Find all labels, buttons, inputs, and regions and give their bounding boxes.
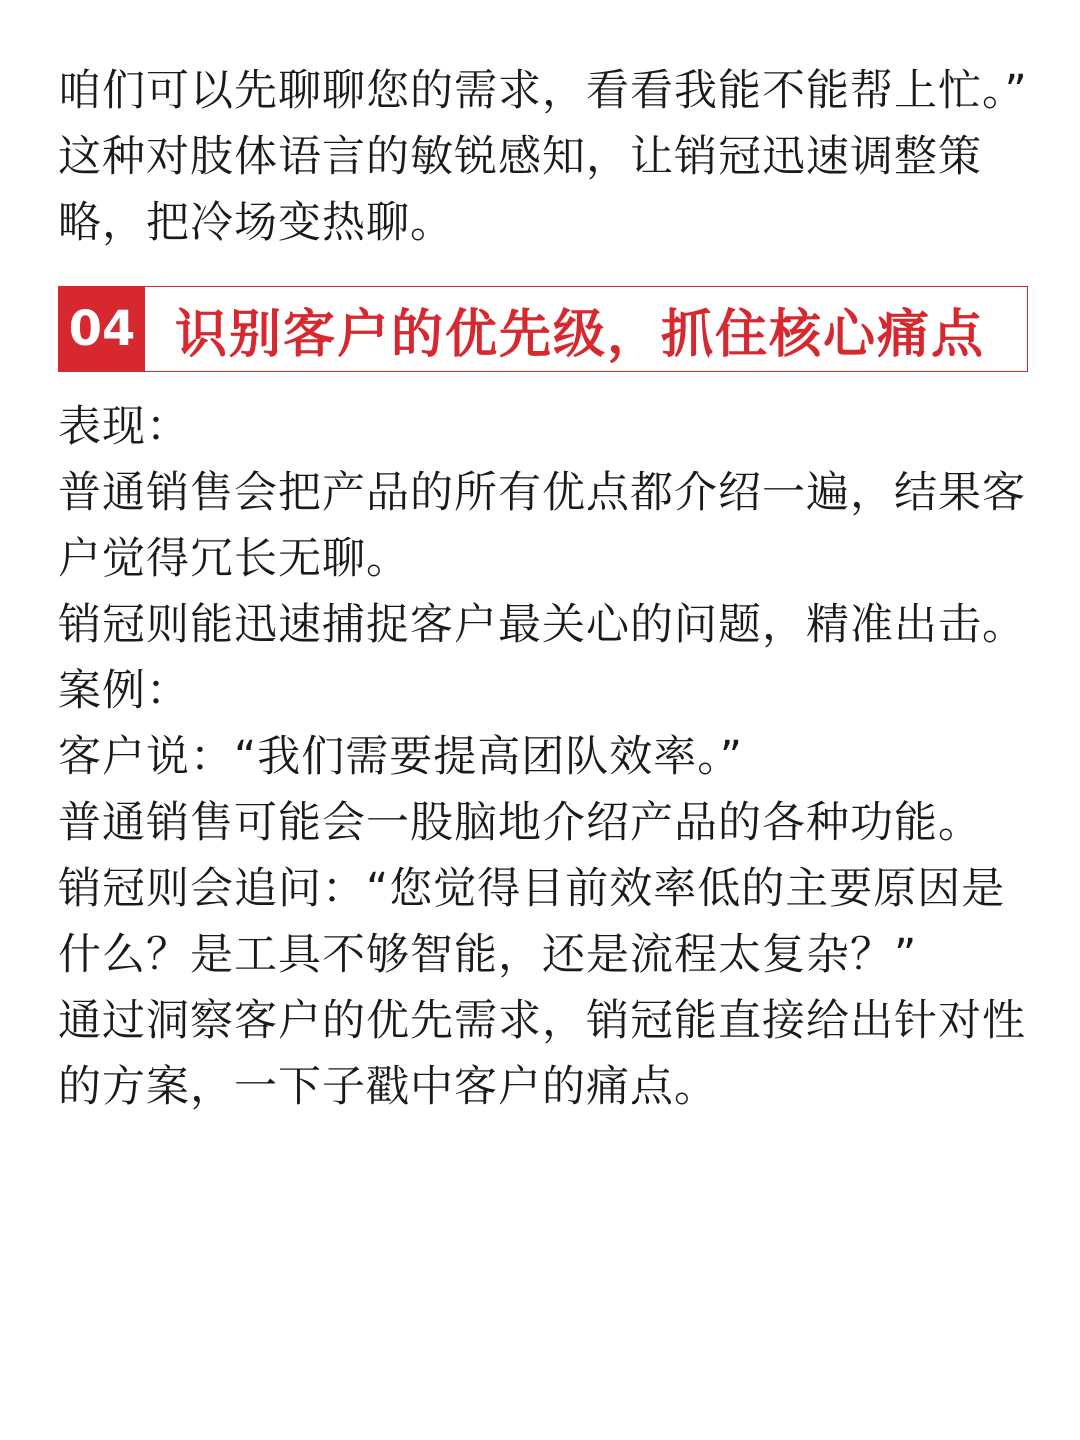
label-case: 案例： xyxy=(58,666,190,716)
intro-paragraph-2: 这种对肢体语言的敏锐感知，让销冠迅速调整策略，把冷场变热聊。 xyxy=(58,132,982,248)
body-paragraph: 普通销售会把产品的所有优点都介绍一遍，结果客户觉得冗长无聊。 xyxy=(58,468,1026,584)
body-paragraph: 普通销售可能会一股脑地介绍产品的各种功能。 xyxy=(58,798,982,848)
article xyxy=(58,0,1028,1120)
section-heading xyxy=(58,286,1028,372)
label-performance: 表现： xyxy=(58,402,190,452)
body-paragraph: 通过洞察客户的优先需求，销冠能直接给出针对性的方案，一下子戳中客户的痛点。 xyxy=(58,996,1026,1112)
intro-block xyxy=(58,0,1028,256)
section-title: 识别客户的优先级，抓住核心痛点 xyxy=(175,304,986,365)
section-number-badge: 04 xyxy=(59,287,145,371)
body-paragraph: 销冠则能迅速捕捉客户最关心的问题，精准出击。 xyxy=(58,600,1026,650)
body-paragraph: 销冠则会追问：“您觉得目前效率低的主要原因是什么？是工具不够智能，还是流程太复杂？” xyxy=(58,864,1006,980)
body-paragraph: 客户说：“我们需要提高团队效率。” xyxy=(58,732,744,782)
intro-paragraph-1: 咱们可以先聊聊您的需求，看看我能不能帮上忙。” xyxy=(58,66,1028,116)
section-body xyxy=(58,394,1028,1120)
